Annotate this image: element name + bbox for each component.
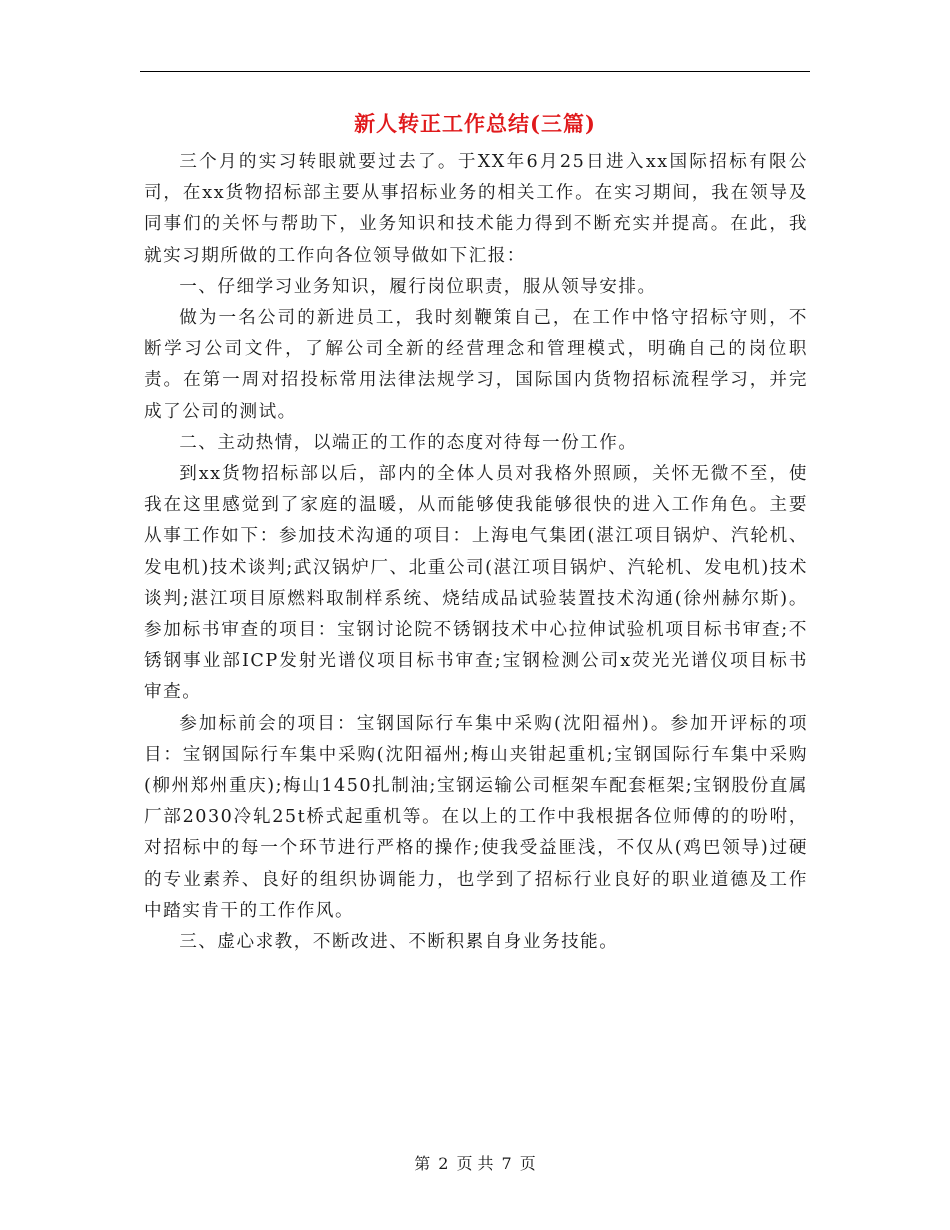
footer-page-number: 2 xyxy=(438,1154,449,1173)
heading-section-2: 二、主动热情，以端正的工作的态度对待每一份工作。 xyxy=(179,432,638,453)
footer-prefix: 第 xyxy=(414,1154,431,1173)
header-rule xyxy=(140,71,810,72)
paragraph-section-2b: 参加标前会的项目：宝钢国际行车集中采购(沈阳福州)。参加开评标的项目：宝钢国际行车集中采购(沈阳福州;梅山夹钳起重机;宝钢国际行车集中采购(柳州郑州重庆);梅山1450扎制油;宝钢运输公司框架车配套框架;宝钢股份直属厂部2030冷轧25t桥式起重机等。在以上的工作中我根据各位师傅的的吩咐，对招标中的每一个环节进行严格的操作;使我受益匪浅，不仅从(鸡巴领导)过硬的专业素养、良好的组织协调能力，也学到了招标行业良好的职业道德及工作中踏实肯干的工作作风。 xyxy=(144,713,808,921)
heading-section-3: 三、虚心求教，不断改进、不断积累自身业务技能。 xyxy=(179,932,619,953)
heading-section-1: 一、仔细学习业务知识，履行岗位职责，服从领导安排。 xyxy=(179,276,657,297)
paragraph-intro: 三个月的实习转眼就要过去了。于XX年6月25日进入xx国际招标有限公司，在xx货物招标部主要从事招标业务的相关工作。在实习期间，我在领导及同事们的关怀与帮助下，业务知识和技术能力得到不断充实并提高。在此，我就实习期所做的工作向各位领导做如下汇报： xyxy=(144,152,808,266)
paragraph-section-1: 做为一名公司的新进员工，我时刻鞭策自己，在工作中恪守招标守则，不断学习公司文件，了解公司全新的经营理念和管理模式，明确自己的岗位职责。在第一周对招投标常用法律法规学习，国际国内货物招标流程学习，并完成了公司的测试。 xyxy=(144,308,808,422)
footer-total-pages: 7 xyxy=(501,1154,512,1173)
page-footer xyxy=(0,1152,950,1176)
paragraph-section-2a: 到xx货物招标部以后，部内的全体人员对我格外照顾，关怀无微不至，使我在这里感觉到了家庭的温暖，从而能够使我能够很快的进入工作角色。主要从事工作如下：参加技术沟通的项目：上海电气集团(湛江项目锅炉、汽轮机、发电机)技术谈判;武汉锅炉厂、北重公司(湛江项目锅炉、汽轮机、发电机)技术谈判;湛江项目原燃料取制样系统、烧结成品试验装置技术沟通(徐州赫尔斯)。参加标书审查的项目：宝钢讨论院不锈钢技术中心拉伸试验机项目标书审查;不锈钢事业部ICP发射光谱仪项目标书审查;宝钢检测公司x荧光光谱仪项目标书审查。 xyxy=(144,464,808,703)
footer-middle: 页 共 xyxy=(456,1154,494,1173)
document-title: 新人转正工作总结(三篇) xyxy=(354,111,596,136)
document-body xyxy=(144,147,808,958)
footer-suffix: 页 xyxy=(519,1154,536,1173)
